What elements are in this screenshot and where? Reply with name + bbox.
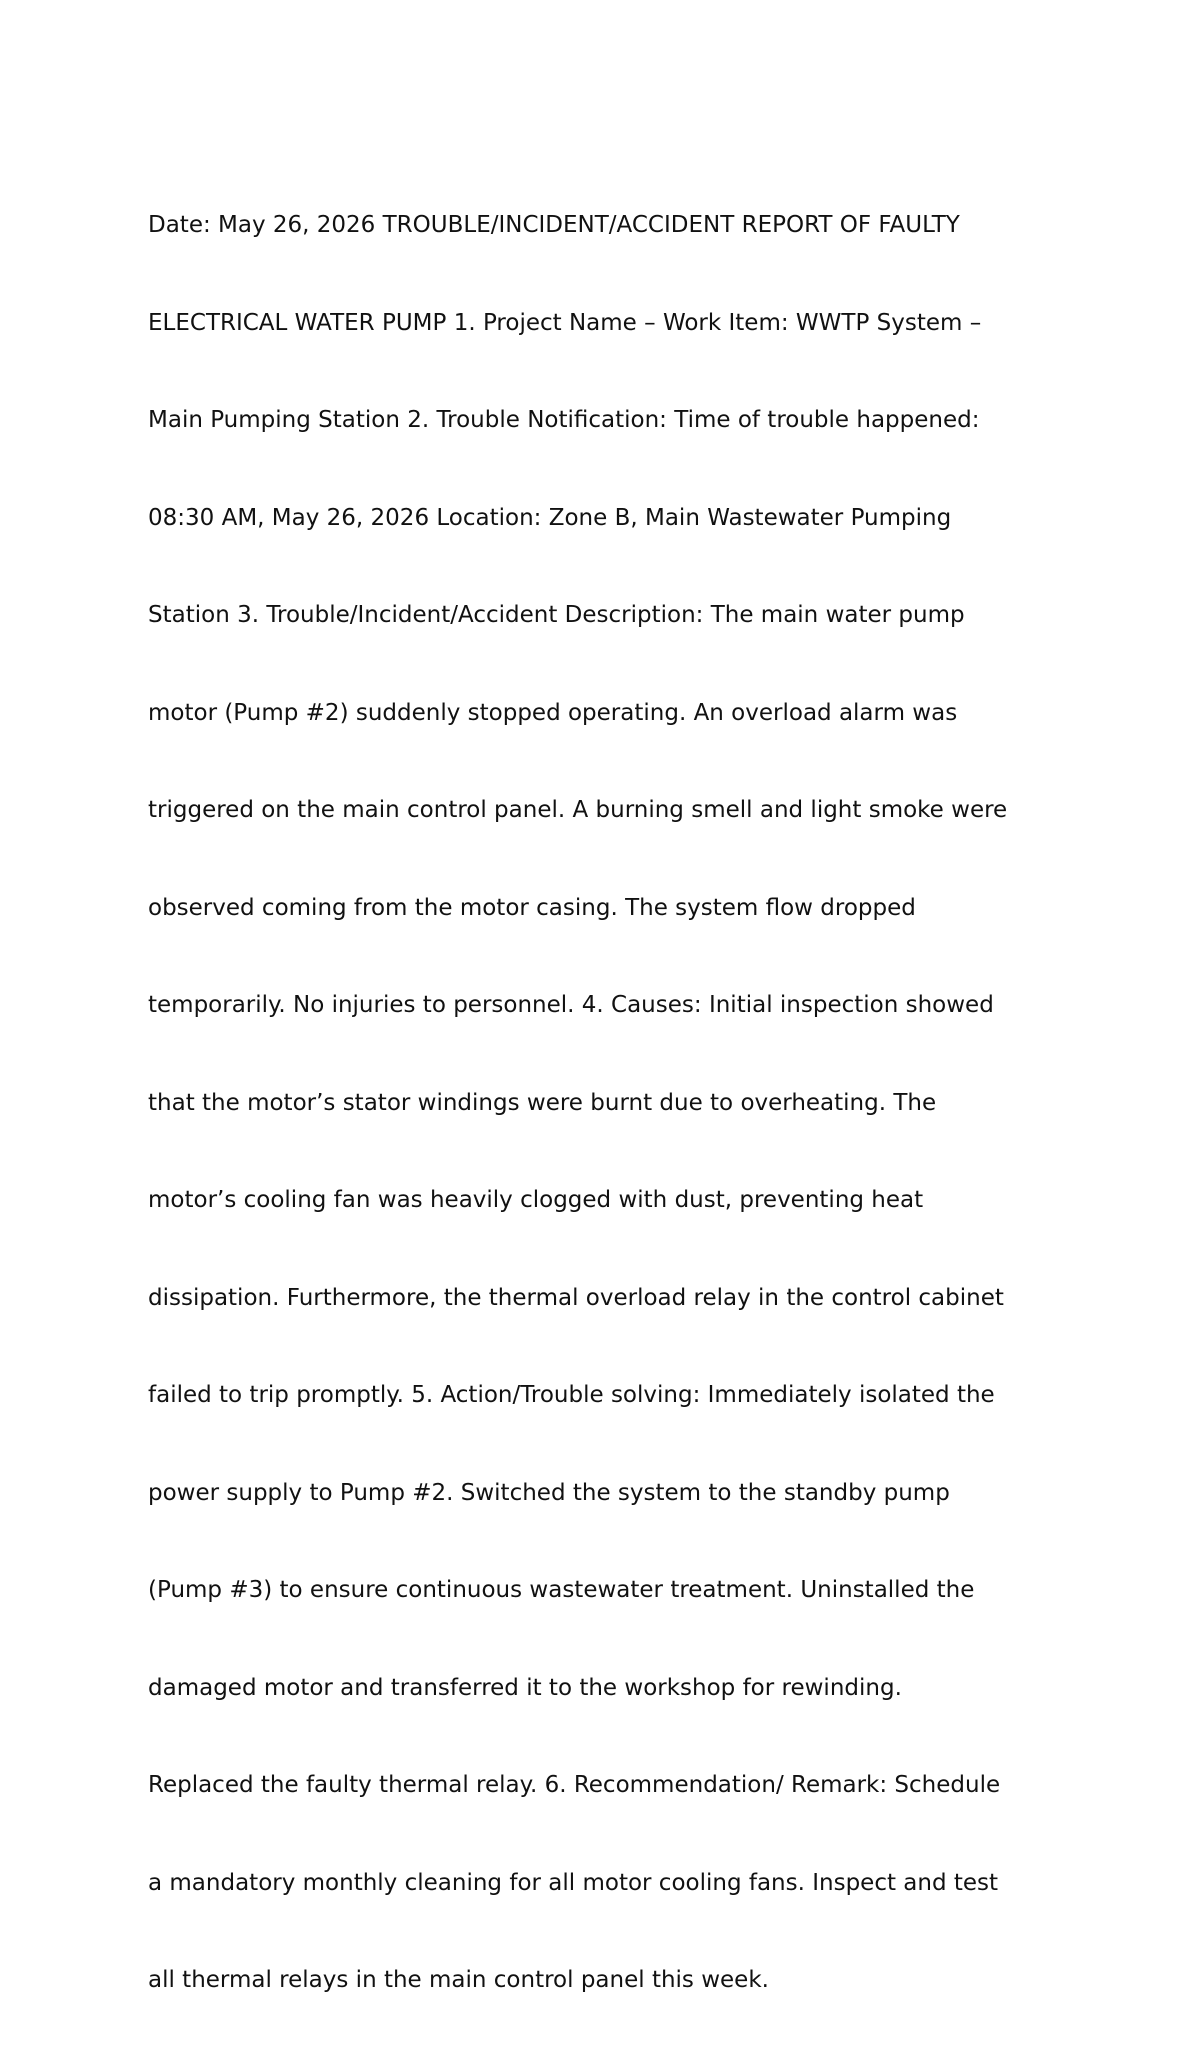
text-line: triggered on the main control panel. A burning smell and light smoke were xyxy=(148,797,1008,823)
text-line: failed to trip promptly. 5. Action/Trouble solving: Immediately isolated the xyxy=(148,1382,995,1408)
text-line: observed coming from the motor casing. The system flow dropped xyxy=(148,894,916,921)
text-line: motor (Pump #2) suddenly stopped operating. An overload alarm was xyxy=(148,699,958,726)
text-line: that the motor’s stator windings were burnt due to overheating. The xyxy=(148,1089,937,1116)
text-line: power supply to Pump #2. Switched the system to the standby pump xyxy=(148,1479,950,1506)
text-line: 08:30 AM, May 26, 2026 Location: Zone B, Main Wastewater Pumping xyxy=(148,504,952,531)
text-line: dissipation. Furthermore, the thermal overload relay in the control cabinet xyxy=(148,1284,1004,1311)
report-body-text xyxy=(148,144,1068,2062)
text-line: Date: May 26, 2026 TROUBLE/INCIDENT/ACCIDENT REPORT OF FAULTY xyxy=(148,212,960,238)
text-line: (Pump #3) to ensure continuous wastewater treatment. Uninstalled the xyxy=(148,1577,975,1603)
text-line: Station 3. Trouble/Incident/Accident Description: The main water pump xyxy=(148,602,965,628)
text-line: damaged motor and transferred it to the workshop for rewinding. xyxy=(148,1674,902,1701)
text-line: Replaced the faulty thermal relay. 6. Recommendation/ Remark: Schedule xyxy=(148,1772,1001,1798)
text-line: all thermal relays in the main control panel this week. xyxy=(148,1967,769,1993)
text-line: Main Pumping Station 2. Trouble Notification: Time of trouble happened: xyxy=(148,407,980,433)
text-line: motor’s cooling fan was heavily clogged with dust, preventing heat xyxy=(148,1187,924,1213)
text-line: temporarily. No injuries to personnel. 4. Causes: Initial inspection showed xyxy=(148,992,994,1018)
text-line: a mandatory monthly cleaning for all motor cooling fans. Inspect and test xyxy=(148,1869,999,1896)
text-line: ELECTRICAL WATER PUMP 1. Project Name – Work Item: WWTP System – xyxy=(148,309,982,336)
